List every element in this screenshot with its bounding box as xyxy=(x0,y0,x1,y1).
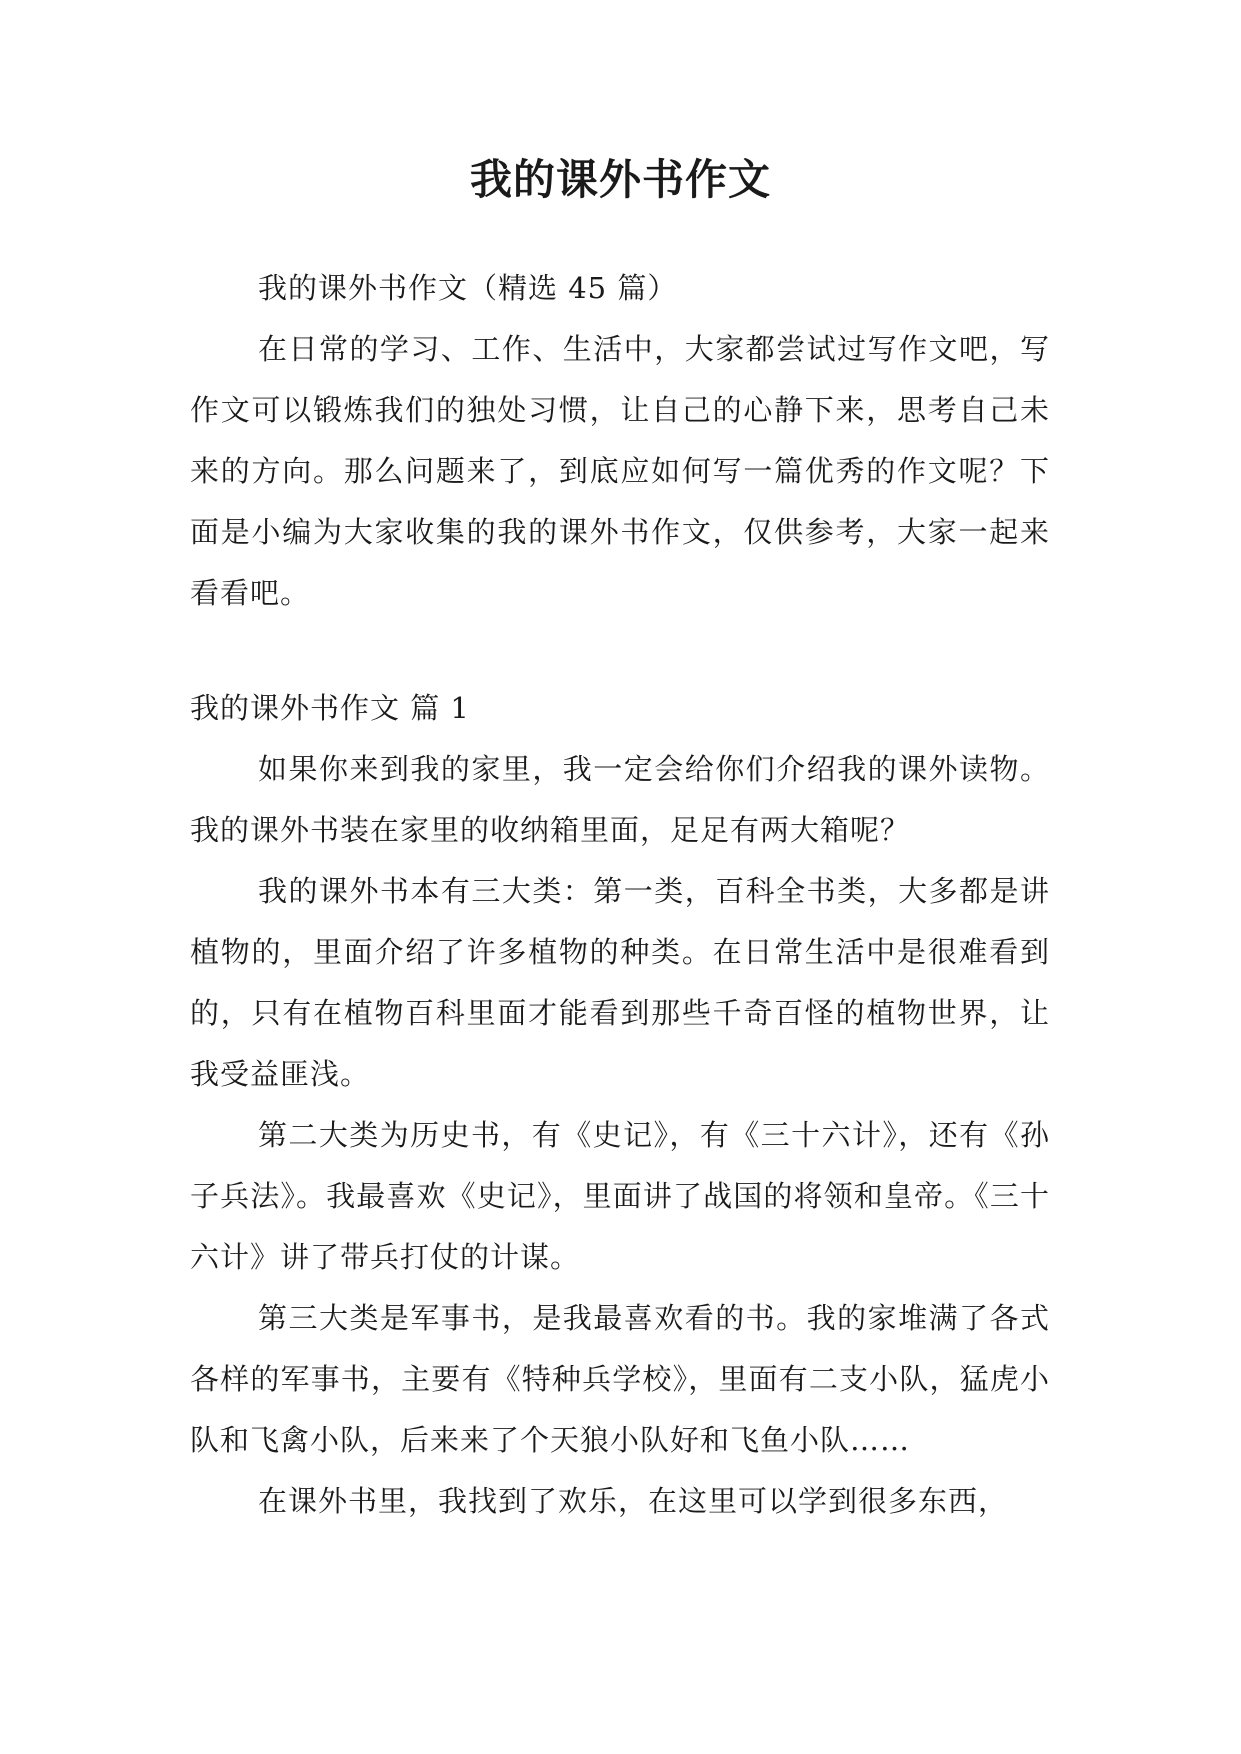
section-heading: 我的课外书作文 篇 1 xyxy=(190,691,470,725)
intro-paragraph: 在日常的学习、工作、生活中，大家都尝试过写作文吧，写作文可以锻炼我们的独处习惯，让自己的心静下来，思考自己未来的方向。那么问题来了，到底应如何写一篇优秀的作文呢？下面是小编为大家收集的我的课外书作文，仅供参考，大家一起来看看吧。 xyxy=(190,332,1050,610)
document-body xyxy=(190,258,1050,1532)
body-paragraph-3: 第二大类为历史书，有《史记》，有《三十六计》，还有《孙子兵法》。我最喜欢《史记》，里面讲了战国的将领和皇帝。《三十六计》讲了带兵打仗的计谋。 xyxy=(190,1118,1050,1274)
document-title: 我的课外书作文 xyxy=(469,155,771,204)
document-subtitle: 我的课外书作文（精选 45 篇） xyxy=(258,271,678,305)
body-paragraph-2: 我的课外书本有三大类：第一类，百科全书类，大多都是讲植物的，里面介绍了许多植物的种类。在日常生活中是很难看到的，只有在植物百科里面才能看到那些千奇百怪的植物世界，让我受益匪浅。 xyxy=(190,874,1050,1091)
body-paragraph-5: 在课外书里，我找到了欢乐，在这里可以学到很多东西， xyxy=(258,1484,1009,1518)
body-paragraph-1: 如果你来到我的家里，我一定会给你们介绍我的课外读物。我的课外书装在家里的收纳箱里面，足足有两大箱呢？ xyxy=(190,752,1050,847)
body-paragraph-4: 第三大类是军事书，是我最喜欢看的书。我的家堆满了各式各样的军事书，主要有《特种兵学校》，里面有二支小队，猛虎小队和飞禽小队，后来来了个天狼小队好和飞鱼小队…… xyxy=(190,1301,1050,1457)
